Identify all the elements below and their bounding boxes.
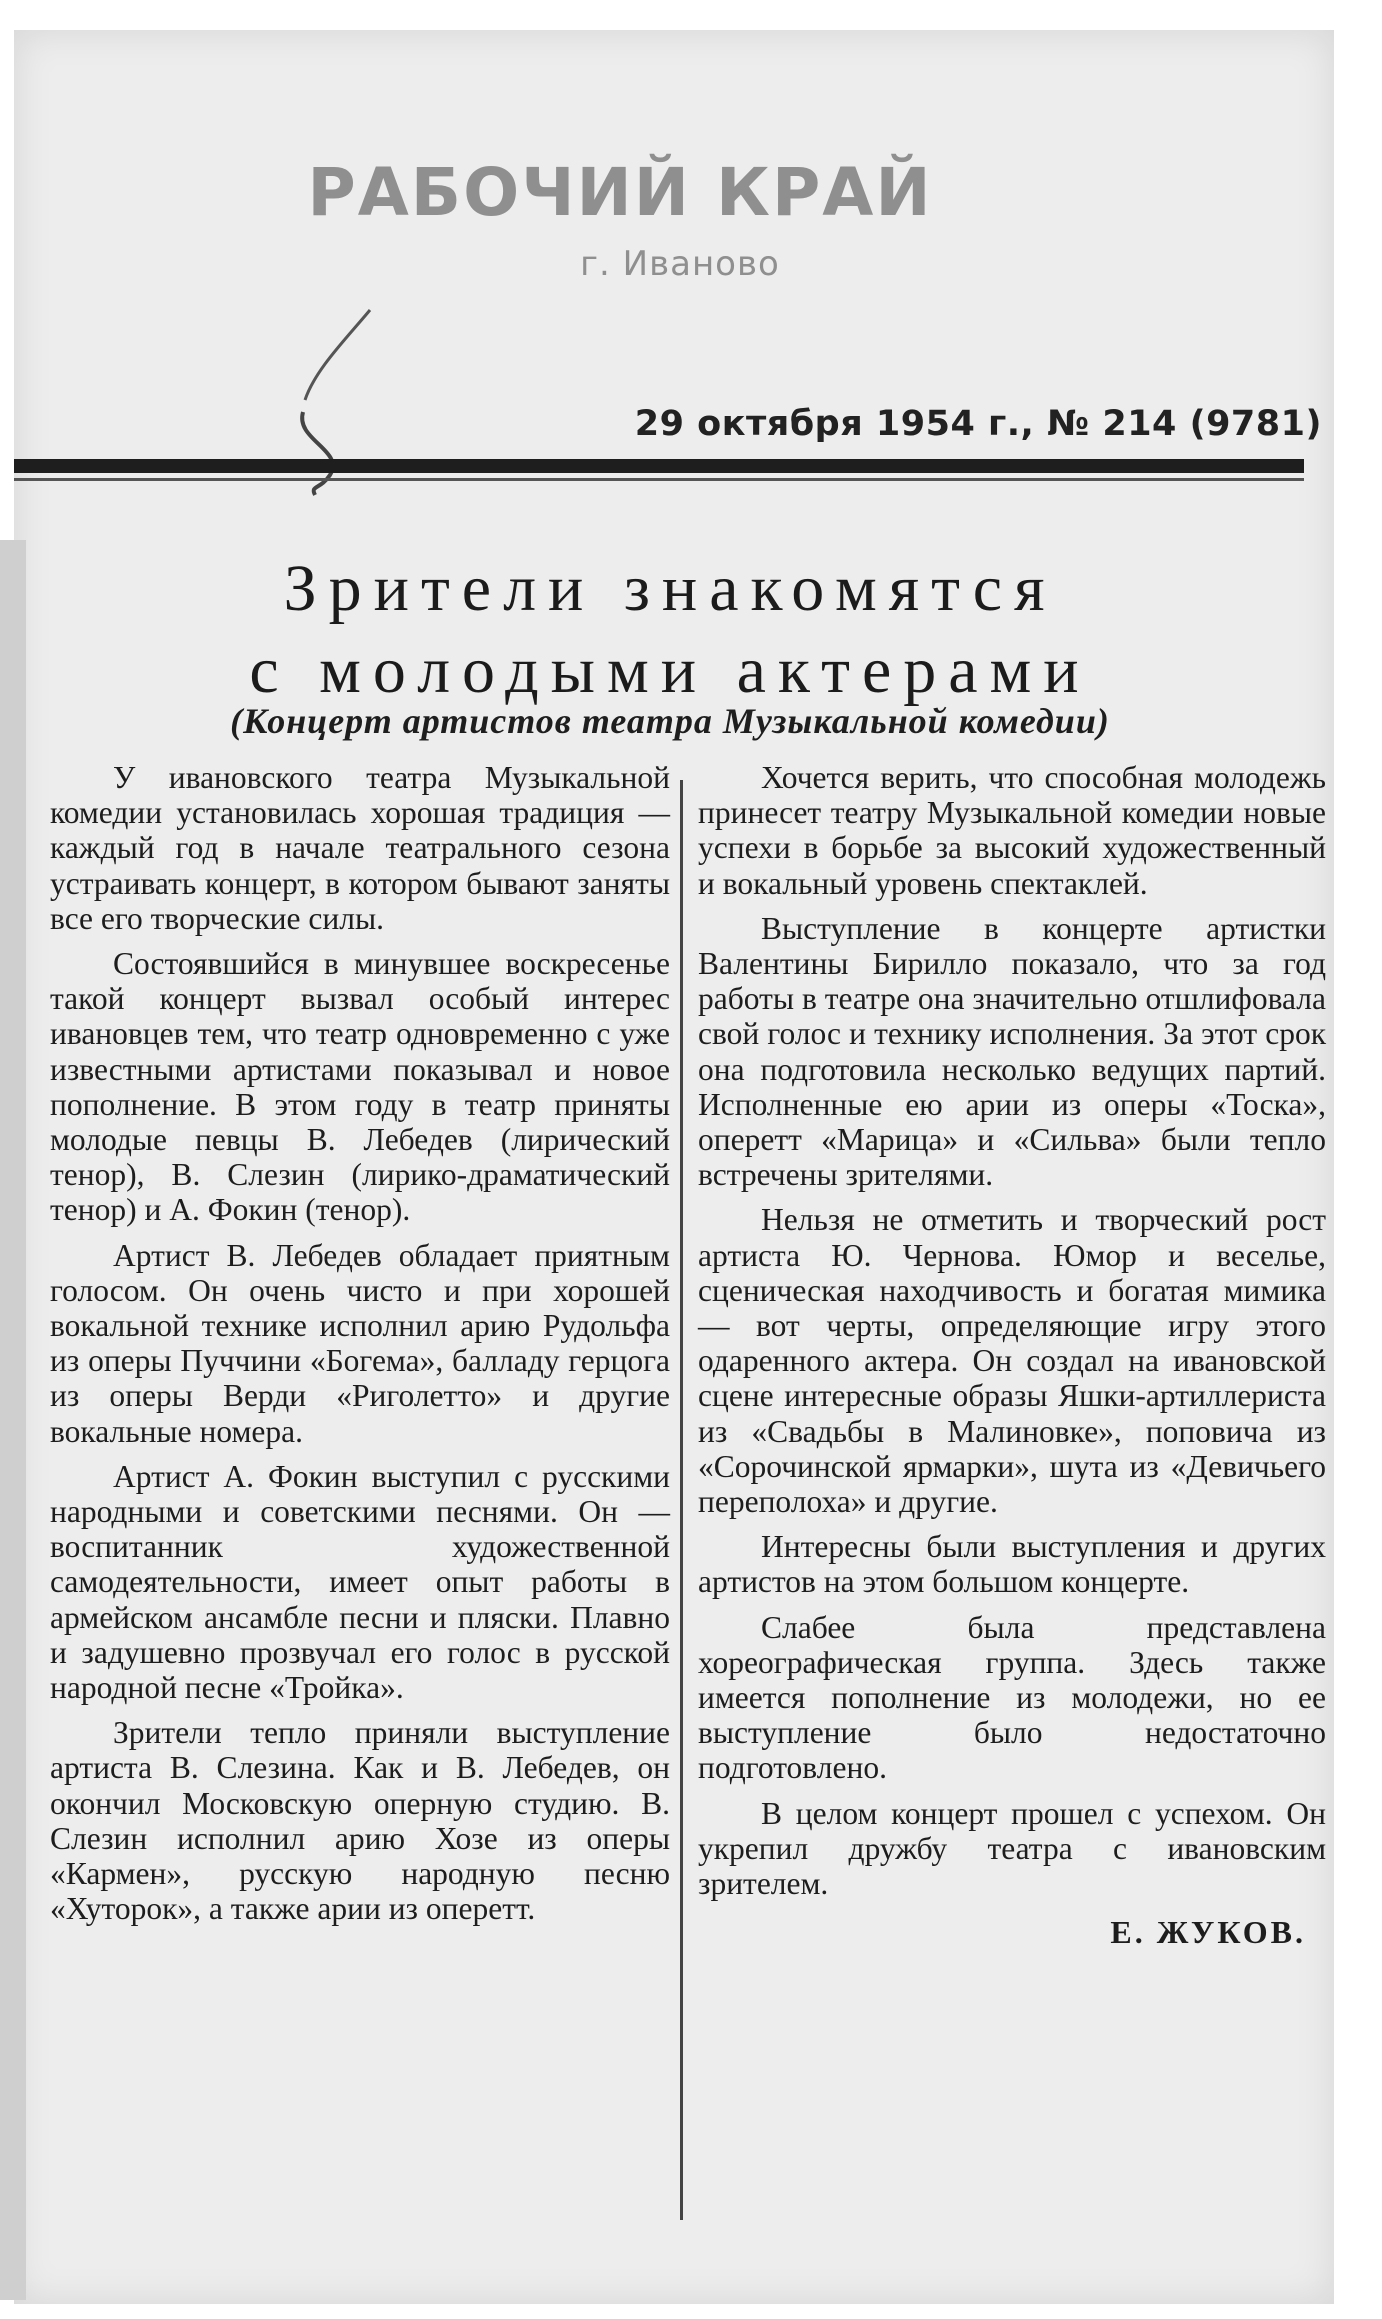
masthead-rule — [14, 459, 1304, 473]
paragraph: Нельзя не отметить и творческий рост артиста Ю. Чернова. Юмор и веселье, сценическая находчивость и богатая мимика — вот черты, определяющие игру этого одаренного актера. Он создал на ивановской сцене интересные образы Яшки-артиллериста из «Свадьбы в Малиновке», поповича из «Сорочинской ярмарки», шута из «Девичьего переполоха» и другие. — [698, 1202, 1326, 1520]
stamp-newspaper-name: РАБОЧИЙ КРАЙ — [307, 154, 933, 231]
paragraph: Артист В. Лебедев обладает приятным голосом. Он очень чисто и при хорошей вокальной технике исполнил арию Рудольфа из оперы Пуччини «Богема», балладу герцога из оперы Верди «Риголетто» и другие вокальные номера. — [50, 1237, 670, 1449]
author-signature: Е. ЖУКОВ. — [1110, 1914, 1306, 1951]
paragraph: Интересны были выступления и других артистов на этом большом концерте. — [698, 1529, 1326, 1600]
article-subtitle: (Концерт артистов театра Музыкальной комедии) — [230, 701, 1110, 741]
paragraph: У ивановского театра Музыкальной комедии установилась хорошая традиция — каждый год в начале театрального сезона устраивать концерт, в котором бывают заняты все его творческие силы. — [50, 760, 670, 936]
page-gutter-shadow — [0, 540, 26, 2300]
article-headline — [80, 548, 1260, 712]
headline-line-1: Зрители знакомятся — [283, 552, 1057, 625]
paragraph: Выступление в концерте артистки Валентины Бирилло показало, что за год работы в театре она значительно отшлифовала свой голос и технику исполнения. За этот срок она подготовила несколько ведущих партий. Исполненные ею арии из оперы «Тоска», оперетт «Марица» и «Сильва» были тепло встречены зрителями. — [698, 910, 1326, 1193]
headline-line-2: с молодыми актерами — [249, 634, 1091, 707]
paragraph: Зрители тепло приняли выступление артиста В. Слезина. Как и В. Лебедев, он окончил Московскую оперную студию. В. Слезин исполнил арию Хозе из оперы «Кармен», русскую народную песню «Хуторок», а также арии из оперетт. — [50, 1715, 670, 1927]
paragraph: Слабее была представлена хореографическая группа. Здесь также имеется пополнение из молодежи, но ее выступление было недостаточно подготовлено. — [698, 1609, 1326, 1786]
column-divider — [680, 780, 683, 2220]
paragraph: Состоявшийся в минувшее воскресенье такой концерт вызвал особый интерес ивановцев тем, что театр одновременно с уже известными артистами показывал и новое пополнение. В этом году в театр приняты молодые певцы В. Лебедев (лирический тенор), В. Слезин (лирико-драматический тенор) и А. Фокин (тенор). — [50, 946, 670, 1228]
stamp-city: г. Иваново — [580, 244, 780, 284]
masthead-rule-thin — [14, 478, 1304, 481]
article-column-right — [698, 760, 1326, 1951]
paragraph: Артист А. Фокин выступил с русскими народными и советскими песнями. Он — воспитанник художественной самодеятельности, имеет опыт работы в армейском ансамбле песни и пляски. Плавно и задушевно прозвучал его голос в русской народной песне «Тройка». — [50, 1458, 670, 1706]
issue-date-number: 29 октября 1954 г., № 214 (9781) — [634, 404, 1322, 444]
newspaper-stamp — [300, 154, 940, 284]
article-column-left — [50, 760, 670, 1937]
paragraph: Хочется верить, что способная молодежь принесет театру Музыкальной комедии новые успехи в борьбе за высокий художественный и вокальный уровень спектаклей. — [698, 760, 1326, 901]
paragraph: В целом концерт прошел с успехом. Он укрепил дружбу театра с ивановским зрителем. — [698, 1795, 1326, 1902]
